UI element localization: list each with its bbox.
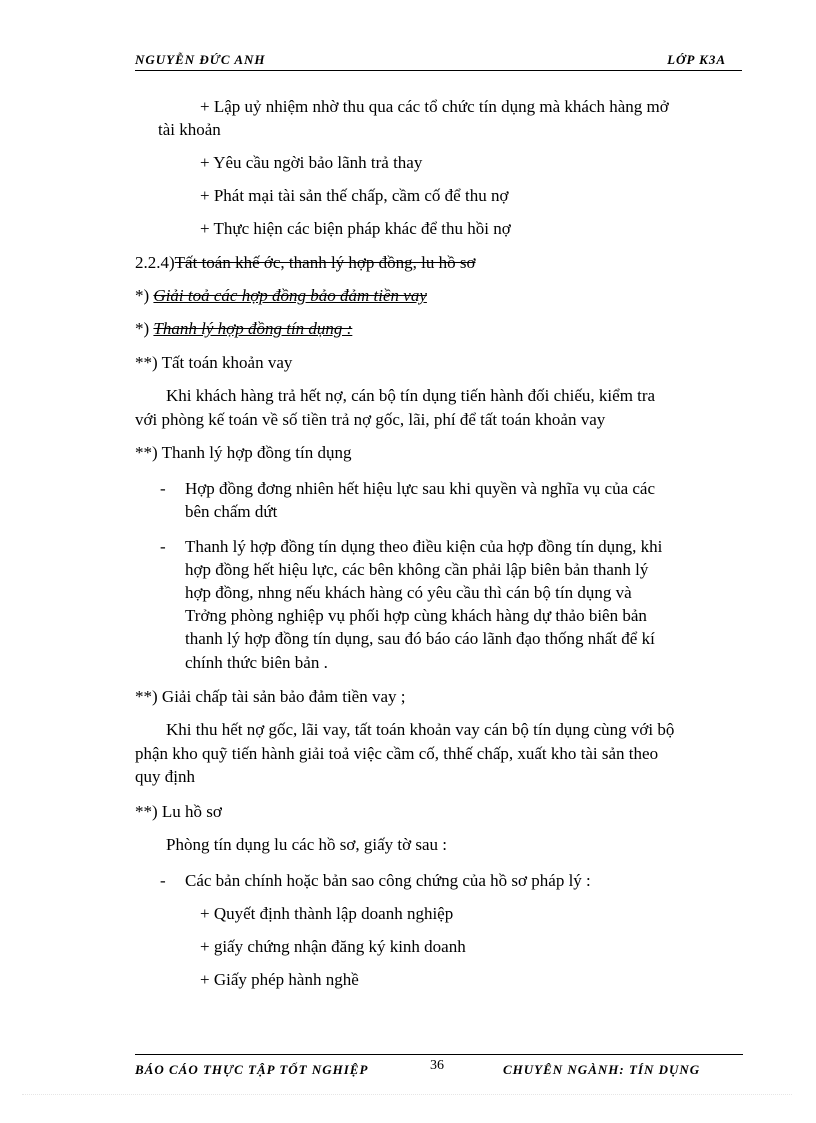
text-line: + Lập uỷ nhiệm nhờ thu qua các tổ chức tín dụng mà khách hàng mở: [200, 97, 669, 116]
subsection-heading: [135, 285, 735, 307]
text-line: + Giấy phép hành nghề: [200, 970, 359, 989]
section-number: 2.2.4): [135, 253, 175, 272]
subsection-title: Giải toả các hợp đồng bảo đảm tiền vay: [153, 286, 427, 305]
text-line: **) Giải chấp tài sản bảo đảm tiền vay ;: [135, 687, 406, 706]
text-line: + Quyết định thành lập doanh nghiệp: [200, 904, 454, 923]
section-heading: [135, 252, 735, 274]
text-line: + Yêu cầu ngời bảo lãnh trả thay: [200, 153, 423, 172]
page-number: 36: [430, 1058, 444, 1073]
text-line: Trởng phòng nghiệp vụ phối hợp cùng khách hàng dự thảo biên bản: [185, 606, 647, 625]
subsection-title: Thanh lý hợp đồng tín dụng :: [153, 319, 353, 338]
text-line: quy định: [135, 767, 195, 786]
text-line: phận kho quỹ tiến hành giải toả việc cầm cố, thhế chấp, xuất kho tài sản theo: [135, 744, 659, 763]
text-line: + Phát mại tài sản thế chấp, cầm cố để thu nợ: [200, 186, 509, 205]
section-title: Tất toán khế ớc, thanh lý hợp đồng, lu hồ sơ: [174, 253, 476, 272]
text-line: Khi thu hết nợ gốc, lãi vay, tất toán khoản vay cán bộ tín dụng cùng với bộ: [166, 720, 675, 739]
bullet-marker: *): [135, 286, 154, 305]
header-class: LỚP K3A: [667, 52, 726, 67]
text-line: tài khoản: [158, 120, 221, 139]
header-author: NGUYỄN ĐỨC ANH: [135, 52, 266, 67]
bullet-marker: *): [135, 319, 154, 338]
dash-marker: -: [160, 479, 166, 498]
text-line: Hợp đồng đơng nhiên hết hiệu lực sau khi quyền và nghĩa vụ của các: [185, 479, 656, 498]
text-line: Phòng tín dụng lu các hồ sơ, giấy tờ sau :: [166, 835, 447, 854]
text-line: + giấy chứng nhận đăng ký kinh doanh: [200, 937, 466, 956]
page-edge: [22, 1094, 792, 1095]
text-line: **) Thanh lý hợp đồng tín dụng: [135, 443, 352, 462]
subsection-heading: [135, 318, 735, 340]
text-line: **) Lu hồ sơ: [135, 802, 222, 821]
dash-marker: -: [160, 537, 166, 556]
text-line: hợp đồng hết hiệu lực, các bên không cần phải lập biên bản thanh lý: [185, 560, 649, 579]
text-line: + Thực hiện các biện pháp khác để thu hồi nợ: [200, 219, 511, 238]
text-line: Khi khách hàng trả hết nợ, cán bộ tín dụng tiến hành đối chiếu, kiểm tra: [166, 386, 656, 405]
text-line: chính thức biên bản .: [185, 653, 328, 672]
footer-major: CHUYÊN NGÀNH: TÍN DỤNG: [503, 1062, 701, 1077]
text-line: **) Tất toán khoản vay: [135, 353, 293, 372]
text-line: bên chấm dứt: [185, 502, 278, 521]
dash-marker: -: [160, 871, 166, 890]
text-line: với phòng kế toán về số tiền trả nợ gốc, lãi, phí để tất toán khoản vay: [135, 410, 606, 429]
text-line: Thanh lý hợp đồng tín dụng theo điều kiện của hợp đồng tín dụng, khi: [185, 537, 663, 556]
text-line: hợp đồng, nhng nếu khách hàng có yêu cầu thì cán bộ tín dụng và: [185, 583, 632, 602]
page-header: [135, 48, 742, 71]
footer-rule: [135, 1054, 743, 1055]
text-line: Các bản chính hoặc bản sao công chứng của hồ sơ pháp lý :: [185, 871, 591, 890]
text-line: thanh lý hợp đồng tín dụng, sau đó báo cáo lãnh đạo thống nhất để kí: [185, 629, 655, 648]
footer-report-title: BÁO CÁO THỰC TẬP TỐT NGHIỆP: [135, 1062, 369, 1077]
